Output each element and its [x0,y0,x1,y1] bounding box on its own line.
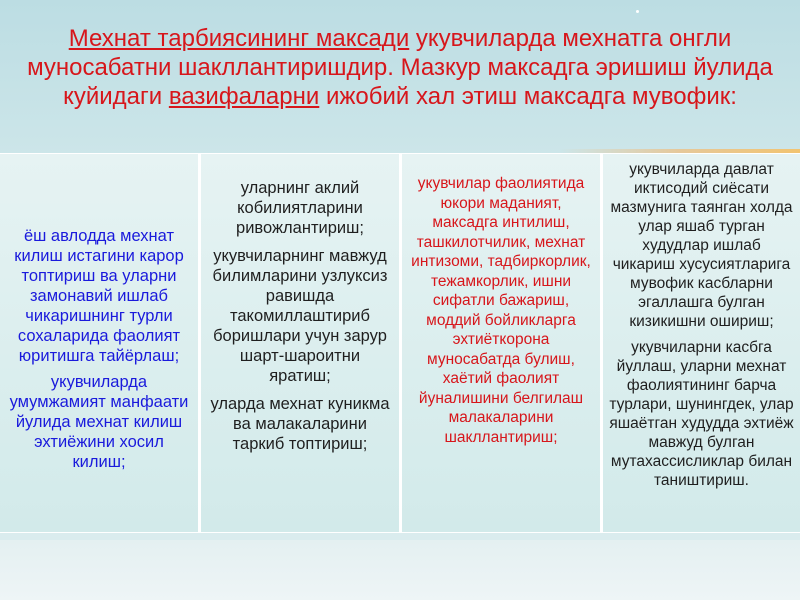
title-underlined-phrase: Мехнат тарбиясининг максади [68,25,410,52]
table-column-2 [201,154,399,532]
column-1-paragraph-1: ёш авлодда мехнат килиш истагини карор топтириш ва уларни замонавий ишлаб чикаришнинг турли сохаларида фаолият юритишга тайёрлаш; [14,227,184,365]
tasks-table [0,153,800,533]
column-4-paragraph-2: укувчиларни касбга йуллаш, уларни мехнат фаолиятининг барча турлари, шунингдек, улар яшаётган худудда эхтиёж мавжуд булган мутахассисликлар билан таништириш. [609,339,794,489]
column-1-paragraph-2: укувчиларда умумжамият манфаати йулида мехнат килиш эхтиёжини хосил килиш; [9,373,189,471]
slide-title [14,24,786,111]
bottom-band [0,540,800,600]
column-2-paragraph-2: укувчиларнинг мавжуд билимларини узлуксиз равишда такомиллаштириб боришлари учун зарур шарт-шароитни яратиш; [212,247,388,385]
column-4-paragraph-1: укувчиларда давлат иктисодий сиёсати мазмунига таянган холда улар яшаб турган худудлар ишлаб чикариш хусусиятларига мувофик касбларни эгаллашга булган кизикишни ошириш; [610,161,793,330]
column-2-paragraph-1: уларнинг аклий кобилиятларини ривожлантириш; [236,179,364,237]
table-column-1 [0,154,198,532]
decorative-dot [636,10,639,13]
table-column-4 [603,154,800,532]
table-column-3 [402,154,600,532]
title-underlined-word: вазифаларни [168,83,320,110]
column-3-paragraph-1: укувчилар фаолиятида юкори маданият, максадга интилиш, ташкилотчилик, мехнат интизоми, тадбиркорлик, тежамкорлик, ишни сифатли бажариш, моддий бойликларга эхтиёткорона муносабатда булиш, хаётий фаолият йуналишини белгилаш малакаларини шакллантириш; [411,175,591,446]
column-2-paragraph-3: уларда мехнат куникма ва малакаларини таркиб топтириш; [210,395,390,453]
title-text-end: ижобий хал этиш максадга мувофик: [319,83,737,110]
title-text-middle: укувчиларда мехнатга онгли муносабатни шакллантиришдир. Мазкур максадга эришиш йулида куйидаги [27,25,773,110]
